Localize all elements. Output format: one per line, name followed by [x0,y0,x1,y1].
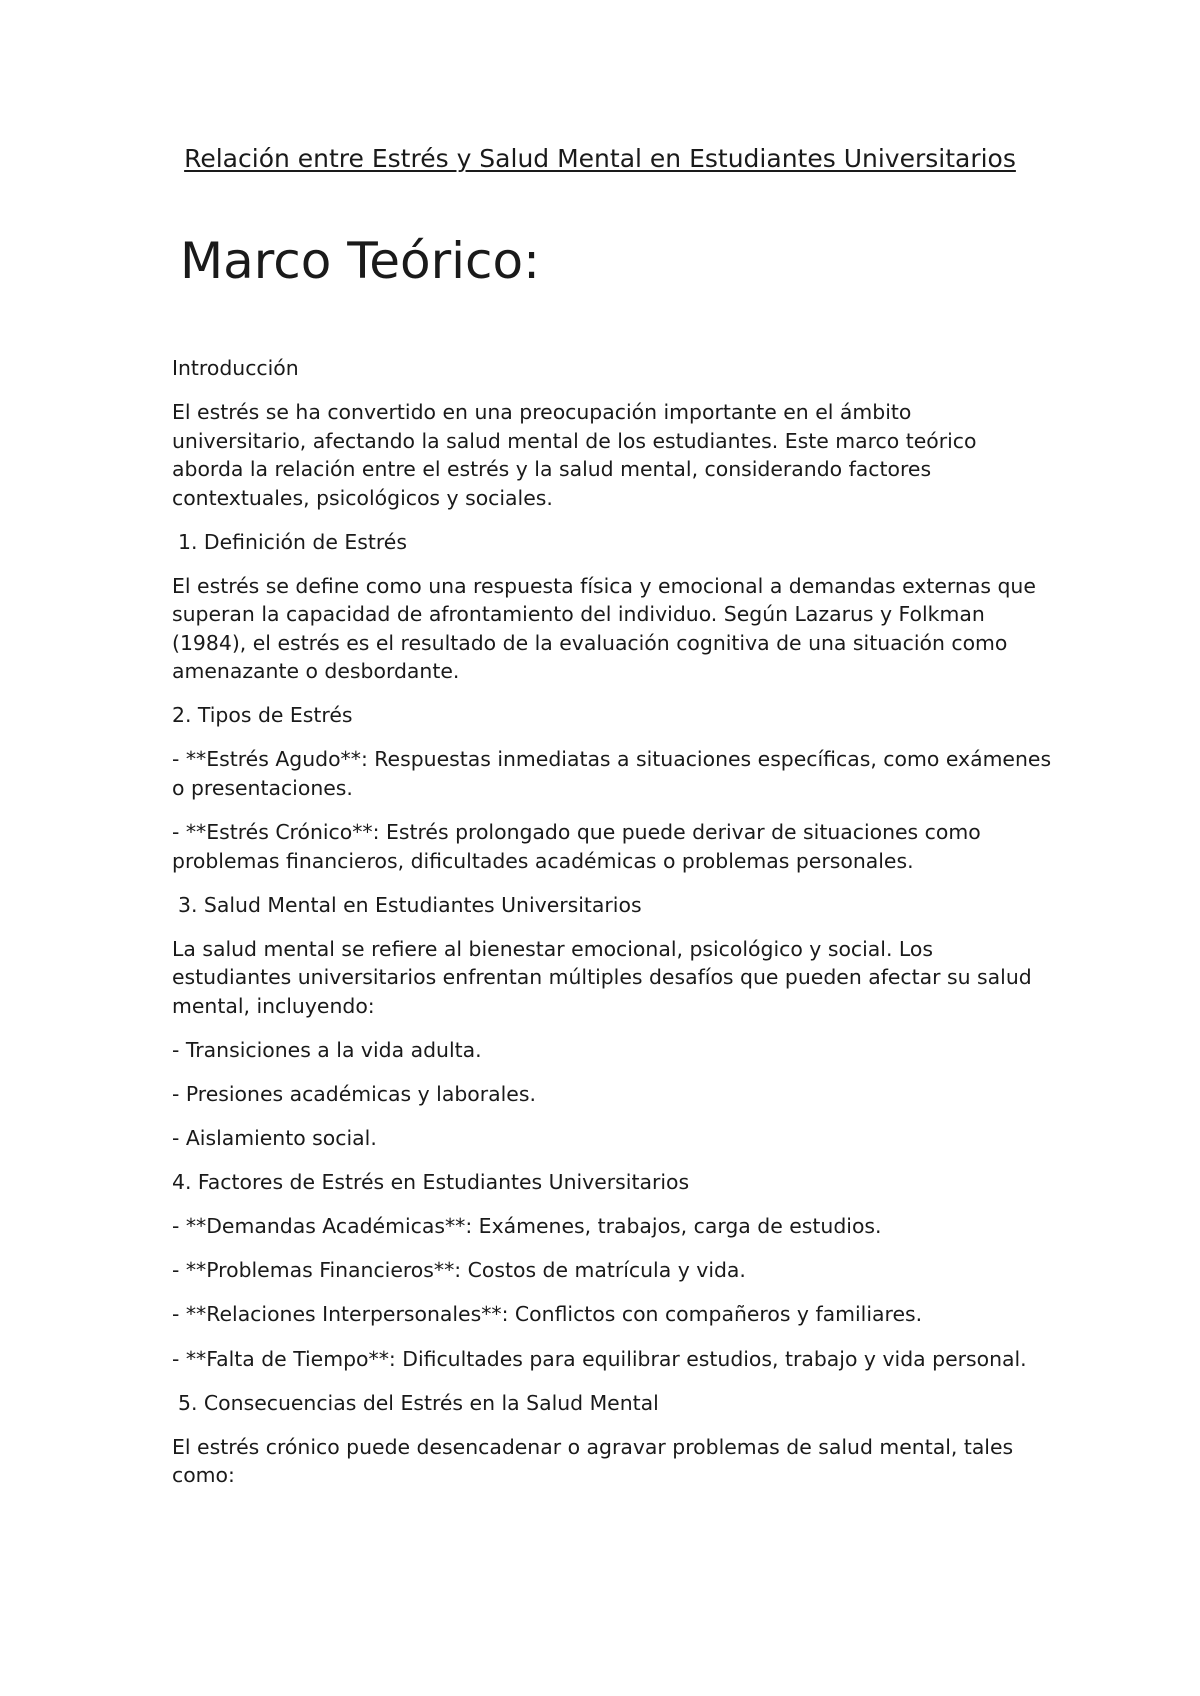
list-item: - **Problemas Financieros**: Costos de matrícula y vida. [172,1258,746,1283]
section-title: 4. Factores de Estrés en Estudiantes Universitarios [172,1170,690,1195]
list-item: - Presiones académicas y laborales. [172,1081,536,1106]
document-title: Relación entre Estrés y Salud Mental en Estudiantes Universitarios [184,144,1016,173]
list-item: - Transiciones a la vida adulta. [172,1037,482,1062]
paragraph: El estrés crónico puede desencadenar o agravar problemas de salud mental, tales como: [172,1434,1014,1488]
paragraph: El estrés se define como una respuesta física y emocional a demandas externas que superan la capacidad de afrontamiento del individuo. Según Lazarus y Folkman (1984), el estrés es el resultado de la evaluación cognitiva de una situación como amenazante o desbordante. [172,573,1036,684]
section-title: 3. Salud Mental en Estudiantes Universitarios [178,892,642,917]
section-title: 1. Definición de Estrés [178,529,407,554]
section-title: 5. Consecuencias del Estrés en la Salud Mental [178,1390,659,1415]
list-item: - **Relaciones Interpersonales**: Conflictos con compañeros y familiares. [172,1302,923,1327]
paragraph: La salud mental se refiere al bienestar emocional, psicológico y social. Los estudiantes universitarios enfrentan múltiples desafíos que pueden afectar su salud mental, incluyendo: [172,936,1032,1018]
paragraph: Introducción [172,356,299,380]
list-item: - **Demandas Académicas**: Exámenes, trabajos, carga de estudios. [172,1214,882,1239]
list-item: - **Estrés Crónico**: Estrés prolongado que puede derivar de situaciones como problemas financieros, dificultades académicas o problemas personales. [172,820,981,873]
document-body [172,354,1052,1505]
section-title: 2. Tipos de Estrés [172,703,353,728]
list-item: - **Falta de Tiempo**: Dificultades para equilibrar estudios, trabajo y vida personal. [172,1346,1027,1371]
list-item: - **Estrés Agudo**: Respuestas inmediatas a situaciones específicas, como exámenes o presentaciones. [172,747,1052,800]
paragraph: El estrés se ha convertido en una preocupación importante en el ámbito universitario, afectando la salud mental de los estudiantes. Este marco teórico aborda la relación entre el estrés y la salud mental, considerando factores contextuales, psicológicos y sociales. [172,400,977,510]
list-item: - Aislamiento social. [172,1126,377,1151]
section-heading: Marco Teórico: [180,232,540,290]
